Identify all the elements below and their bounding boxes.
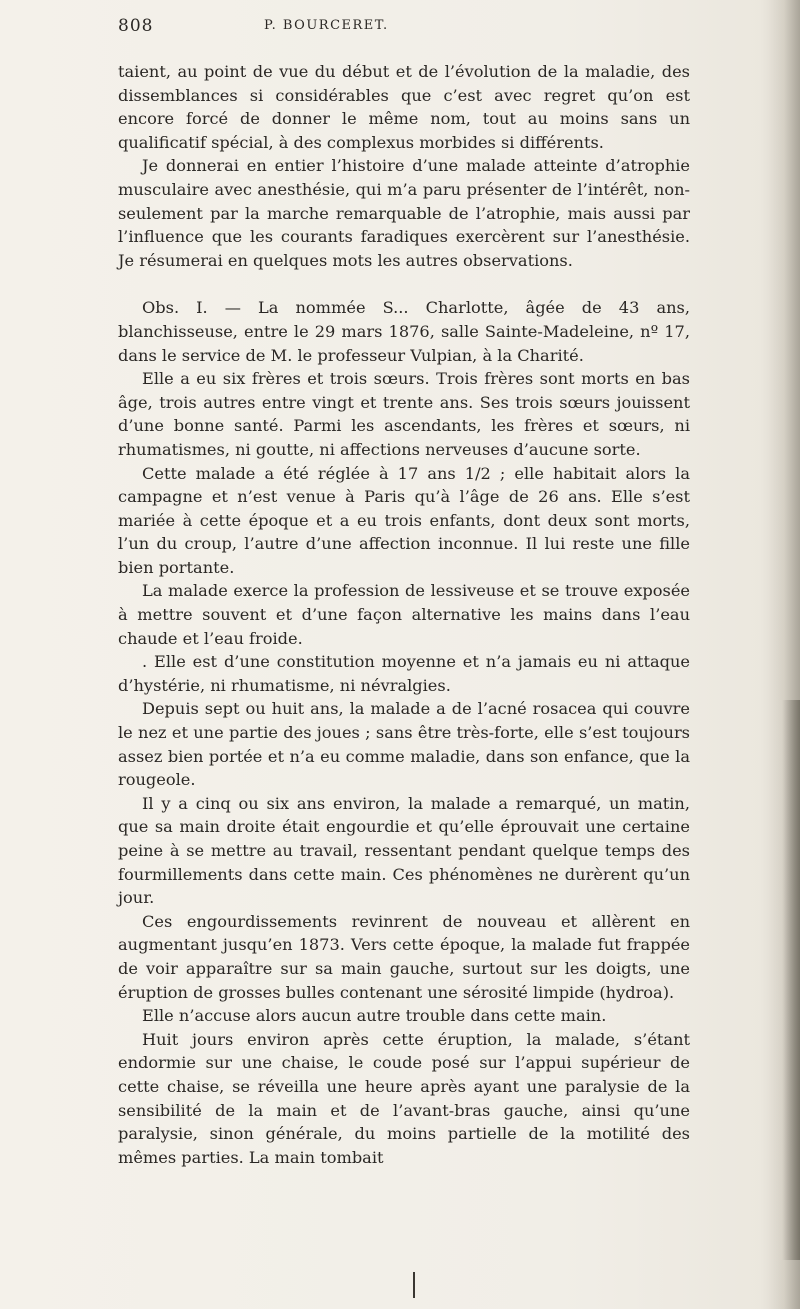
paragraph: Huit jours environ après cette éruption, la malade, s’étant endormie sur une chaise, le coude posé sur l’appui supérieur de cette chaise, se réveilla une heure après ayant une paralysie de la sensibilité de la main et de l’avant-bras gauche, ainsi qu’une paralysie, sinon générale, du moins partielle de la motilité des mêmes parties. La main tombait	[118, 1029, 690, 1167]
page-number: 808	[118, 16, 154, 36]
stray-ink-mark	[413, 1272, 415, 1298]
paragraph: Elle n’accuse alors aucun autre trouble dans cette main.	[142, 1006, 607, 1026]
body-text	[118, 60, 690, 1169]
running-head: P. BOURCERET.	[264, 18, 389, 33]
paragraph: Depuis sept ou huit ans, la malade a de l’acné rosacea qui couvre le nez et une partie des joues ; sans être très-forte, elle s’est toujours assez bien portée et n’a eu comme maladie, dans son enfance, que la rougeole.	[118, 699, 690, 790]
paragraph: Je donnerai en entier l’histoire d’une malade atteinte d’atrophie musculaire avec anesthésie, qui m’a paru présenter de l’intérêt, non-seulement par la marche remarquable de l’atrophie, mais aussi par l’influence que les courants faradiques exercèrent sur l’anesthésie. Je résumerai en quelques mots les autres observations.	[118, 156, 690, 270]
paragraph: Il y a cinq ou six ans environ, la malade a remarqué, un matin, que sa main droite était engourdie et qu’elle éprouvait une certaine peine à se mettre au travail, ressentant pendant quelque temps des fourmillements dans cette main. Ces phénomènes ne durèrent qu’un jour.	[118, 793, 690, 908]
page-edge-binding	[782, 700, 800, 1260]
page-header	[118, 14, 740, 38]
paragraph: Cette malade a été réglée à 17 ans 1/2 ; elle habitait alors la campagne et n’est venue à Paris qu’à l’âge de 26 ans. Elle s’est mariée à cette époque et a eu trois enfants, dont deux sont morts, l’un du croup, l’autre d’une affection inconnue. Il lui reste une fille bien portante.	[118, 463, 690, 577]
observation-heading-paragraph: Obs. I. — La nommée S... Charlotte, âgée de 43 ans, blanchisseuse, entre le 29 mars 1876, salle Sainte-Madeleine, nº 17, dans le service de M. le professeur Vulpian, à la Charité.	[118, 298, 690, 365]
paragraph: . Elle est d’une constitution moyenne et n’a jamais eu ni attaque d’hystérie, ni rhumatisme, ni névralgies.	[118, 652, 690, 695]
paragraph: Elle a eu six frères et trois sœurs. Trois frères sont morts en bas âge, trois autres entre vingt et trente ans. Ses trois sœurs jouissent d’une bonne santé. Parmi les ascendants, les frères et sœurs, ni rhumatismes, ni goutte, ni affections nerveuses d’aucune sorte.	[118, 369, 690, 459]
paragraph: taient, au point de vue du début et de l’évolution de la maladie, des dissemblances si considérables que c’est avec regret qu’on est encore forcé de donner le même nom, tout au moins sans un qualificatif spécial, à des complexus morbides si différents.	[118, 62, 690, 152]
paragraph: Ces engourdissements revinrent de nouveau et allèrent en augmentant jusqu’en 1873. Vers cette époque, la malade fut frappée de voir apparaître sur sa main gauche, surtout sur les doigts, une éruption de grosses bulles contenant une sérosité limpide (hydroa).	[118, 911, 690, 1002]
paragraph: La malade exerce la profession de lessiveuse et se trouve exposée à mettre souvent et d’une façon alternative les mains dans l’eau chaude et l’eau froide.	[118, 581, 690, 648]
